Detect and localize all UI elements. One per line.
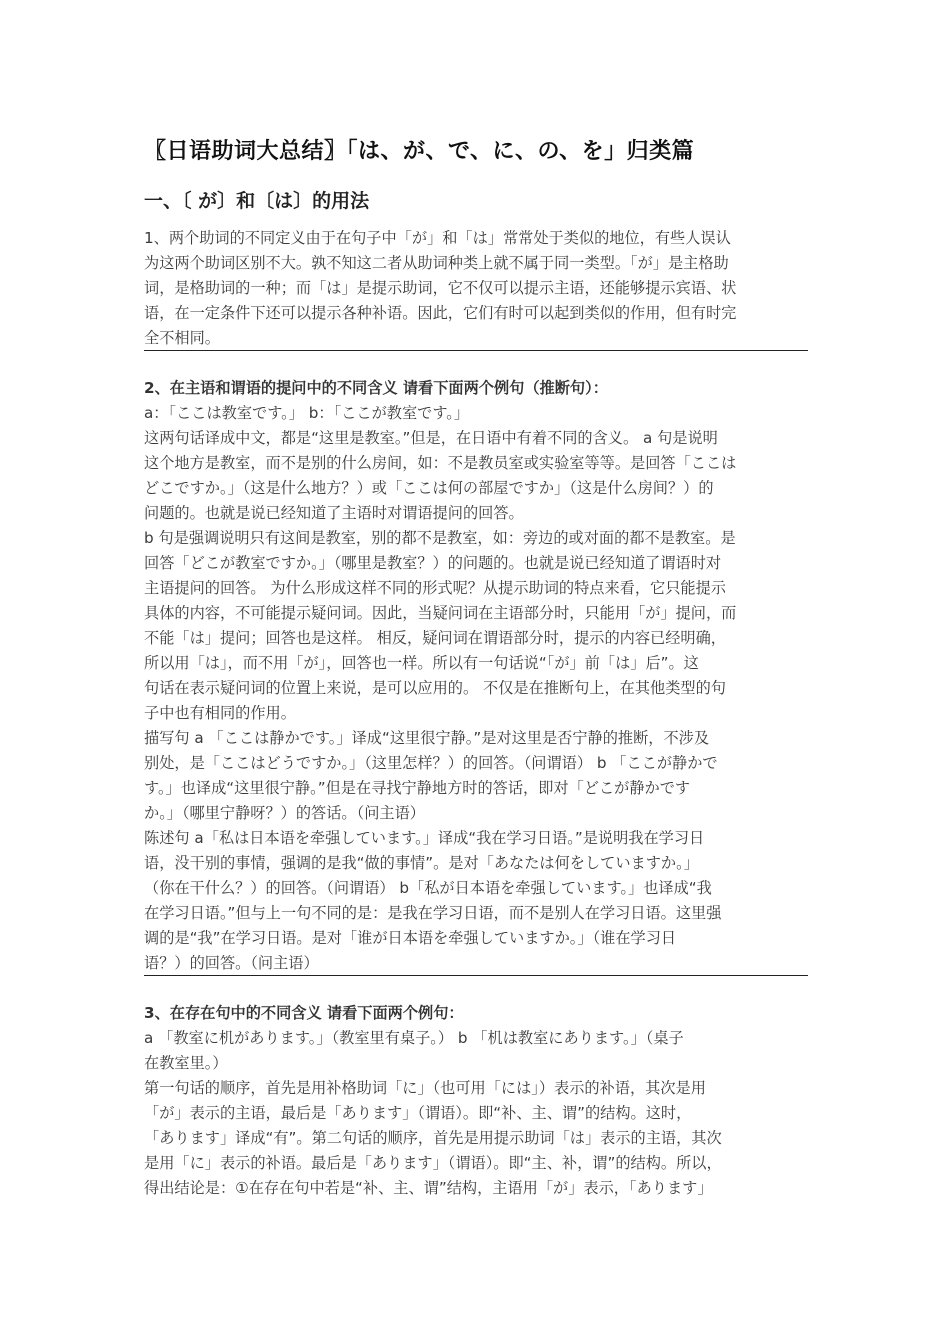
section-heading-1: 一、〔 が〕和〔は〕的用法 — [144, 190, 370, 212]
text-line: （你在干什么？）的回答。（问谓语） b「私が日本语を牵强しています。」也译成“我 — [144, 879, 712, 897]
text-line: 这两句话译成中文，都是“这里是教室。”但是，在日语中有着不同的含义。 a 句是说明 — [144, 429, 718, 447]
text-line: 语，在一定条件下还可以提示各种补语。因此，它们有时可以起到类似的作用，但有时完 — [144, 304, 737, 322]
text-line: 1、两个助词的不同定义由于在句子中「が」和「は」常常处于类似的地位，有些人误认 — [144, 229, 731, 247]
text-line: a：「ここは教室です。」 b：「ここが教室です。」 — [144, 404, 470, 422]
text-line: 在学习日语。”但与上一句不同的是：是我在学习日语，而不是别人在学习日语。这里强 — [144, 904, 722, 922]
text-line: す。」也译成“这里很宁静。”但是在寻找宁静地方时的答话，即对「どこが静かです — [144, 779, 691, 797]
text-line: 子中也有相同的作用。 — [144, 704, 296, 722]
text-line: 第一句话的顺序，首先是用补格助词「に」（也可用「には」）表示的补语，其次是用 — [144, 1079, 706, 1097]
document-title: 〖日语助词大总结〗「は、が、で、に、の、を」归类篇 — [144, 139, 695, 164]
section-heading-2: 2、在主语和谓语的提问中的不同含义 请看下面两个例句（推断句）： — [144, 379, 608, 397]
text-line: 为这两个助词区别不大。孰不知这二者从助词种类上就不属于同一类型。「が」是主格助 — [144, 254, 729, 272]
text-line: 是用「に」表示的补语。最后是「あります」（谓语）。即“主、补，谓”的结构。所以， — [144, 1154, 722, 1172]
text-line: 问题的。也就是说已经知道了主语时对谓语提问的回答。 — [144, 504, 524, 522]
text-line: 这个地方是教室，而不是别的什么房间，如：不是教员室或实验室等等。是回答「ここは — [144, 454, 737, 472]
section-3 — [144, 1001, 808, 1201]
text-line: 词，是格助词的一种；而「は」是提示助词，它不仅可以提示主语，还能够提示宾语、状 — [144, 279, 737, 297]
divider-rule — [144, 975, 808, 976]
section-heading-3: 3、在存在句中的不同含义 请看下面两个例句： — [144, 1004, 464, 1022]
text-line: 全不相同。 — [144, 329, 220, 347]
text-line: 陈述句 a「私は日本语を牵强しています。」译成“我在学习日语。”是说明我在学习日 — [144, 829, 705, 847]
text-line: か。」（哪里宁静呀？）的答话。（问主语） — [144, 804, 425, 822]
text-line: 主语提问的回答。 为什么形成这样不同的形式呢？从提示助词的特点来看，它只能提示 — [144, 579, 726, 597]
text-line: b 句是强调说明只有这间是教室，别的都不是教室，如：旁边的或对面的都不是教室。是 — [144, 529, 736, 547]
text-line: 在教室里。） — [144, 1054, 228, 1072]
text-line: 描写句 a 「ここは静かです。」译成“这里很宁静。”是对这里是否宁静的推断，不涉及 — [144, 729, 710, 747]
section-2 — [144, 376, 808, 976]
text-line: 语？）的回答。（问主语） — [144, 954, 319, 972]
text-line: 调的是“我”在学习日语。是对「谁が日本语を牵强していますか。」（谁在学习日 — [144, 929, 677, 947]
text-line: 语，没干别的事情，强调的是我“做的事情”。是对「あなたは何をしていますか。」 — [144, 854, 699, 872]
text-line: 得出结论是：①在存在句中若是“补、主、谓”结构，主语用「が」表示，「あります」 — [144, 1179, 713, 1197]
text-line: 句话在表示疑问词的位置上来说，是可以应用的。 不仅是在推断句上，在其他类型的句 — [144, 679, 726, 697]
text-line: 具体的内容，不可能提示疑问词。因此，当疑问词在主语部分时，只能用「が」提问，而 — [144, 604, 737, 622]
text-line: どこですか。」（这是什么地方？）或「ここは何の部屋ですか」（这是什么房间？）的 — [144, 479, 714, 497]
text-line: 「あります」译成“有”。第二句话的顺序，首先是用提示助词「は」表示的主语，其次 — [144, 1129, 722, 1147]
text-line: 「が」表示的主语，最后是「あります」（谓语）。即“补、主、谓”的结构。这时， — [144, 1104, 692, 1122]
divider-rule — [144, 350, 808, 351]
text-line: 所以用「は」，而不用「が」，回答也一样。所以有一句话说“「が」前「は」后”。这 — [144, 654, 699, 672]
paragraph-1 — [144, 226, 808, 351]
text-line: 不能「は」提问；回答也是这样。 相反，疑问词在谓语部分时，提示的内容已经明确， — [144, 629, 726, 647]
text-line: 回答「どこが教室ですか。」（哪里是教室？）的问题的。也就是说已经知道了谓语时对 — [144, 554, 722, 572]
text-line: 别处，是「ここはどうですか。」（这里怎样？）的回答。（问谓语） b 「ここが静かで — [144, 754, 718, 772]
text-line: a 「教室に机があります。」（教室里有桌子。） b 「机は教室にあります。」（桌子 — [144, 1029, 684, 1047]
